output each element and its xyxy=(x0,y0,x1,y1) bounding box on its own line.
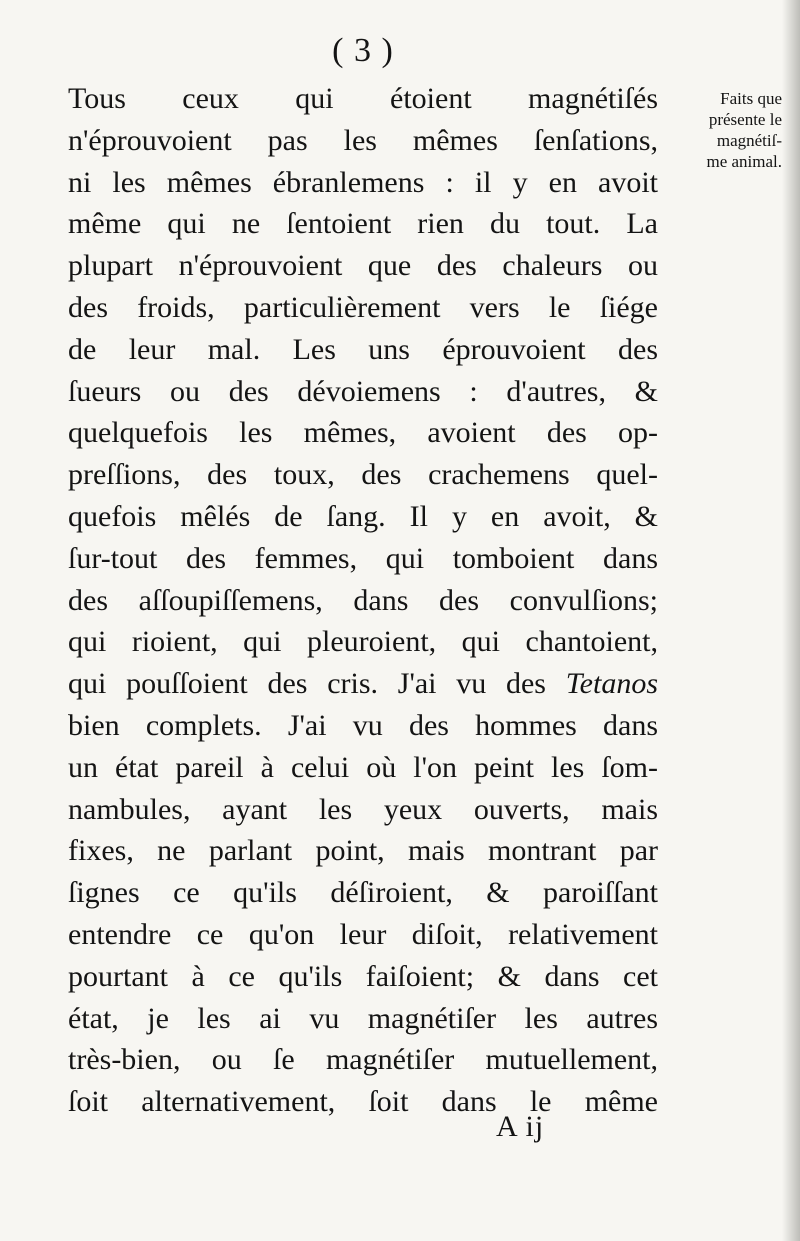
marginal-note xyxy=(664,88,782,172)
italic-term: Tetanos xyxy=(565,667,658,701)
text-line: pourtant à ce qu'ils faiſoient; & dans cet xyxy=(68,959,658,993)
text-line: nambules, ayant les yeux ouverts, mais xyxy=(68,792,658,826)
text-line: très-bien, ou ſe magnétiſer mutuellement, xyxy=(68,1043,658,1077)
body-text xyxy=(68,78,658,1123)
text-line: quelquefois les mêmes, avoient des op- xyxy=(68,416,658,450)
text-line: ſur-tout des femmes, qui tomboient dans xyxy=(68,541,658,575)
text-line: un état pareil à celui où l'on peint les ſom- xyxy=(68,750,658,784)
marginal-note-line: magnétiſ- xyxy=(716,131,782,150)
marginal-note-line: Faits que xyxy=(720,89,782,108)
text-line: ni les mêmes ébranlemens : il y en avoit xyxy=(68,165,658,199)
text-line: ſueurs ou des dévoiemens : d'autres, & xyxy=(68,374,658,408)
page-edge-shadow xyxy=(782,0,800,1241)
text-line-with-italic xyxy=(68,663,658,705)
text-line: entendre ce qu'on leur diſoit, relativement xyxy=(68,917,658,951)
text-line: preſſions, des toux, des crachemens quel- xyxy=(68,458,658,492)
text-line: n'éprouvoient pas les mêmes ſenſations, xyxy=(68,123,658,157)
signature-mark: A ij xyxy=(496,1110,545,1143)
text-line: ſoit alternativement, ſoit dans le même xyxy=(68,1085,658,1119)
text-line: des froids, particulièrement vers le ſiége xyxy=(68,290,658,324)
text-line: état, je les ai vu magnétiſer les autres xyxy=(68,1001,658,1035)
text-line: même qui ne ſentoient rien du tout. La xyxy=(68,207,658,241)
text-line: Tous ceux qui étoient magnétiſés xyxy=(68,82,658,115)
text-line: qui rioient, qui pleuroient, qui chantoient, xyxy=(68,625,658,659)
page-number: ( 3 ) xyxy=(332,32,394,69)
text-line: plupart n'éprouvoient que des chaleurs ou xyxy=(68,249,658,283)
text-line: des aſſoupiſſemens, dans des convulſions; xyxy=(68,583,658,617)
text-line: ſignes ce qu'ils déſiroient, & paroiſſant xyxy=(68,876,658,910)
marginal-note-line: présente le xyxy=(708,110,782,129)
text-line: fixes, ne parlant point, mais montrant par xyxy=(68,834,658,868)
text-line: de leur mal. Les uns éprouvoient des xyxy=(68,332,658,366)
text-line: quefois mêlés de ſang. Il y en avoit, & xyxy=(68,499,658,533)
text-segment: qui pouſſoient des cris. J'ai vu des xyxy=(68,667,546,701)
text-line: bien complets. J'ai vu des hommes dans xyxy=(68,708,658,742)
marginal-note-line: me animal. xyxy=(706,152,782,171)
